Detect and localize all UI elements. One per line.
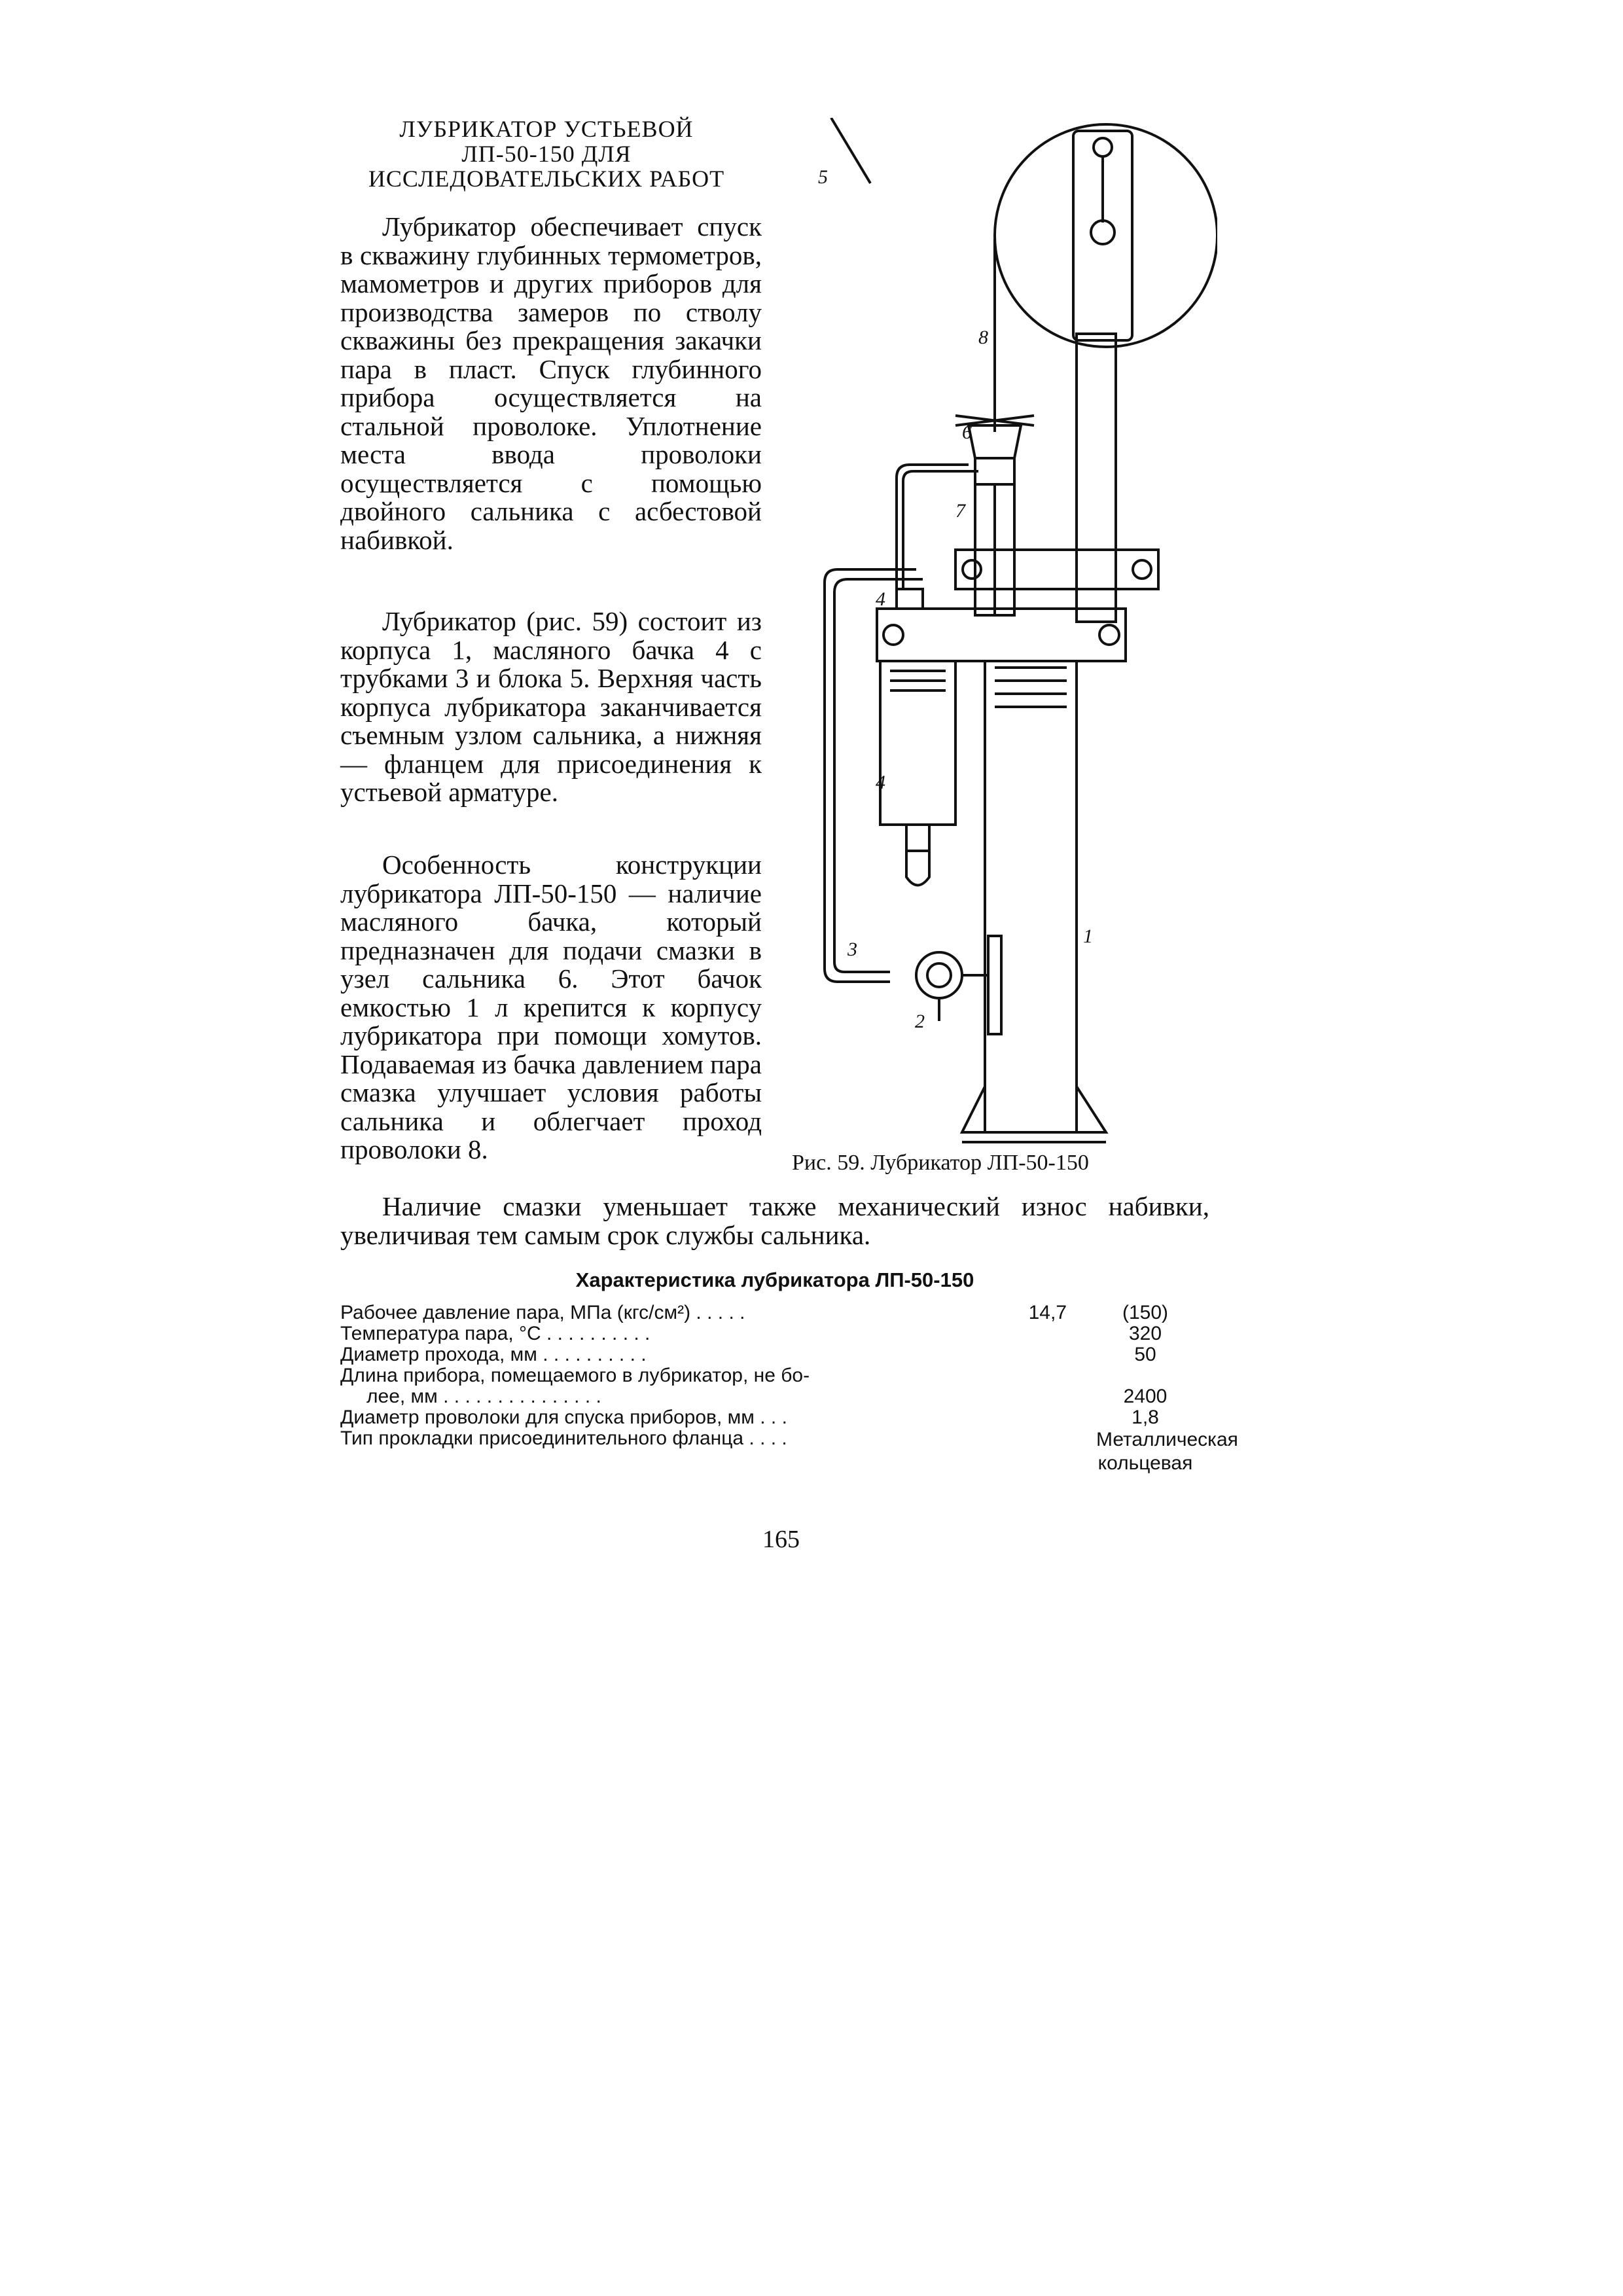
spec-label: Диаметр прохода, мм . . . . . . . . . .	[340, 1344, 647, 1365]
label-7: 7	[955, 500, 965, 522]
paragraph-2: Лубрикатор (рис. 59) состоит из корпуса 1, масляного бачка 4 с трубками 3 и блока 5. Верхняя часть корпуса лубрикатора заканчивается съемным узлом сальника, а нижняя — фланцем для присоединения к устьевой арматуре.	[340, 606, 762, 807]
spec-value: 320	[1128, 1323, 1162, 1344]
spec-label: Рабочее давление пара, МПа (кгс/см²) . . . . .	[340, 1302, 745, 1323]
spec-row	[340, 1427, 1238, 1474]
upper-clamp	[955, 550, 1158, 589]
paragraph-1: Лубрикатор обеспечивает спуск в скважину глубинных термометров, мамометров и других приборов для производства замеров по стволу скважины без прекращения закачки пара в пласт. Спуск глубинного прибора осуществляется на стальной проволоке. Уплотнение места ввода проволоки осуществляется с помощью двойного сальника с асбестовой набивкой.	[340, 211, 762, 555]
pulley-wheel	[995, 124, 1217, 347]
label-6: 6	[962, 422, 972, 443]
spec-row	[340, 1344, 1211, 1365]
figure-caption: Рис. 59. Лубрикатор ЛП-50-150	[792, 1151, 1089, 1175]
spec-value: 50	[1134, 1344, 1156, 1365]
spec-label: лее, мм . . . . . . . . . . . . . . .	[366, 1386, 601, 1407]
title-line-1: ЛУБРИКАТОР УСТЬЕВОЙ	[399, 116, 694, 142]
spec-row	[340, 1407, 1211, 1428]
label-8: 8	[978, 327, 988, 348]
label-2: 2	[915, 1011, 925, 1032]
section-title	[340, 117, 753, 191]
spec-value: 2400	[1123, 1386, 1168, 1407]
spec-value: Металлическая кольцевая	[1096, 1429, 1238, 1474]
spec-value-si: 14,7	[1028, 1302, 1067, 1323]
spec-row	[340, 1365, 1211, 1386]
specs-heading: Характеристика лубрикатора ЛП-50-150	[575, 1268, 974, 1291]
paragraph-3: Особенность конструкции лубрикатора ЛП-50-150 — наличие масляного бачка, который предназначен для подачи смазки в узел сальника 6. Этот бачок емкостью 1 л крепится к корпусу лубрикатора при помощи хомутов. Подаваемая из бачка давлением пара смазка улучшает условия работы сальника и облегчает проход проволоки 8.	[340, 850, 762, 1164]
main-body	[985, 661, 1077, 1132]
spec-label: Длина прибора, помещаемого в лубрикатор, не бо-	[340, 1365, 810, 1386]
label-1: 1	[1083, 925, 1093, 947]
title-line-2: ЛП-50-150 ДЛЯ	[461, 141, 632, 167]
spec-value: (150)	[1122, 1302, 1169, 1323]
page-number: 165	[762, 1526, 800, 1553]
spec-label: Тип прокладки присоединительного фланца . . . .	[340, 1427, 787, 1449]
label-4-tank: 4	[876, 772, 885, 793]
support-post	[1077, 334, 1116, 622]
label-5: 5	[818, 166, 828, 188]
label-3: 3	[847, 939, 857, 960]
spec-label: Диаметр проволоки для спуска приборов, мм . . .	[340, 1407, 787, 1428]
title-line-3: ИССЛЕДОВАТЕЛЬСКИХ РАБОТ	[368, 166, 725, 192]
label-4-top: 4	[876, 588, 885, 610]
spec-value: 1,8	[1132, 1407, 1159, 1428]
spec-row	[340, 1386, 1211, 1407]
valve	[916, 952, 962, 998]
paragraph-4: Наличие смазки уменьшает также механический износ набивки, увеличивая тем самым срок службы сальника.	[340, 1191, 1209, 1250]
spec-row	[340, 1323, 1211, 1344]
oil-tank	[880, 661, 955, 825]
lubricator-drawing	[798, 118, 1217, 1145]
spec-label: Температура пара, °С . . . . . . . . . .	[340, 1323, 651, 1344]
spec-row	[340, 1302, 1211, 1323]
